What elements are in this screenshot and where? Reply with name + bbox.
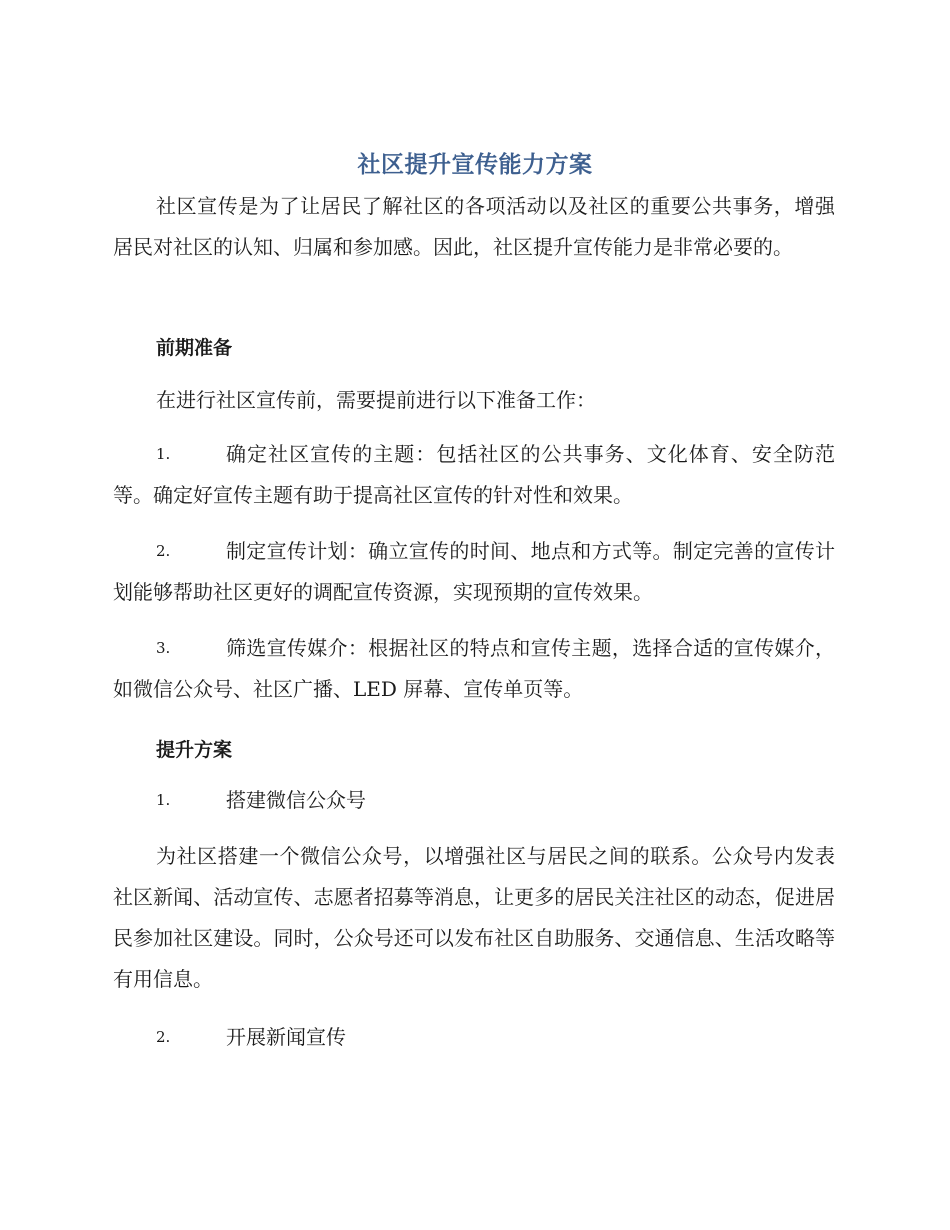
preparation-item-1 xyxy=(113,434,835,516)
list-item-text: 确定社区宣传的主题：包括社区的公共事务、文化体育、安全防范等。确定好宣传主题有助于提高社区宣传的针对性和效果。 xyxy=(113,442,835,507)
intro-paragraph: 社区宣传是为了让居民了解社区的各项活动以及社区的重要公共事务，增强居民对社区的认知、归属和参加感。因此，社区提升宣传能力是非常必要的。 xyxy=(113,194,835,259)
list-number: 1. xyxy=(156,791,171,809)
preparation-item-2 xyxy=(113,531,835,613)
document-title: 社区提升宣传能力方案 xyxy=(357,152,593,178)
plan-item-2 xyxy=(113,1017,835,1058)
list-number: 2. xyxy=(156,542,171,560)
list-item-text: 筛选宣传媒介：根据社区的特点和宣传主题，选择合适的宣传媒介，如微信公众号、社区广播、LED 屏幕、宣传单页等。 xyxy=(113,636,835,701)
preparation-item-3 xyxy=(113,628,835,710)
section-heading-preparation: 前期准备 xyxy=(156,337,233,359)
list-number: 1. xyxy=(156,445,171,463)
list-item-text: 搭建微信公众号 xyxy=(226,788,366,812)
plan-paragraph-wechat: 为社区搭建一个微信公众号，以增强社区与居民之间的联系。公众号内发表社区新闻、活动宣传、志愿者招募等消息，让更多的居民关注社区的动态，促进居民参加社区建设。同时，公众号还可以发布社区自助服务、交通信息、生活攻略等有用信息。 xyxy=(113,844,835,991)
list-number: 3. xyxy=(156,639,171,657)
plan-item-1 xyxy=(113,780,835,821)
section-heading-plan: 提升方案 xyxy=(156,739,233,761)
list-number: 2. xyxy=(156,1028,171,1046)
list-item-text: 制定宣传计划：确立宣传的时间、地点和方式等。制定完善的宣传计划能够帮助社区更好的调配宣传资源，实现预期的宣传效果。 xyxy=(113,539,835,604)
list-item-text: 开展新闻宣传 xyxy=(226,1025,346,1049)
preparation-lead-paragraph: 在进行社区宣传前，需要提前进行以下准备工作： xyxy=(156,388,596,412)
